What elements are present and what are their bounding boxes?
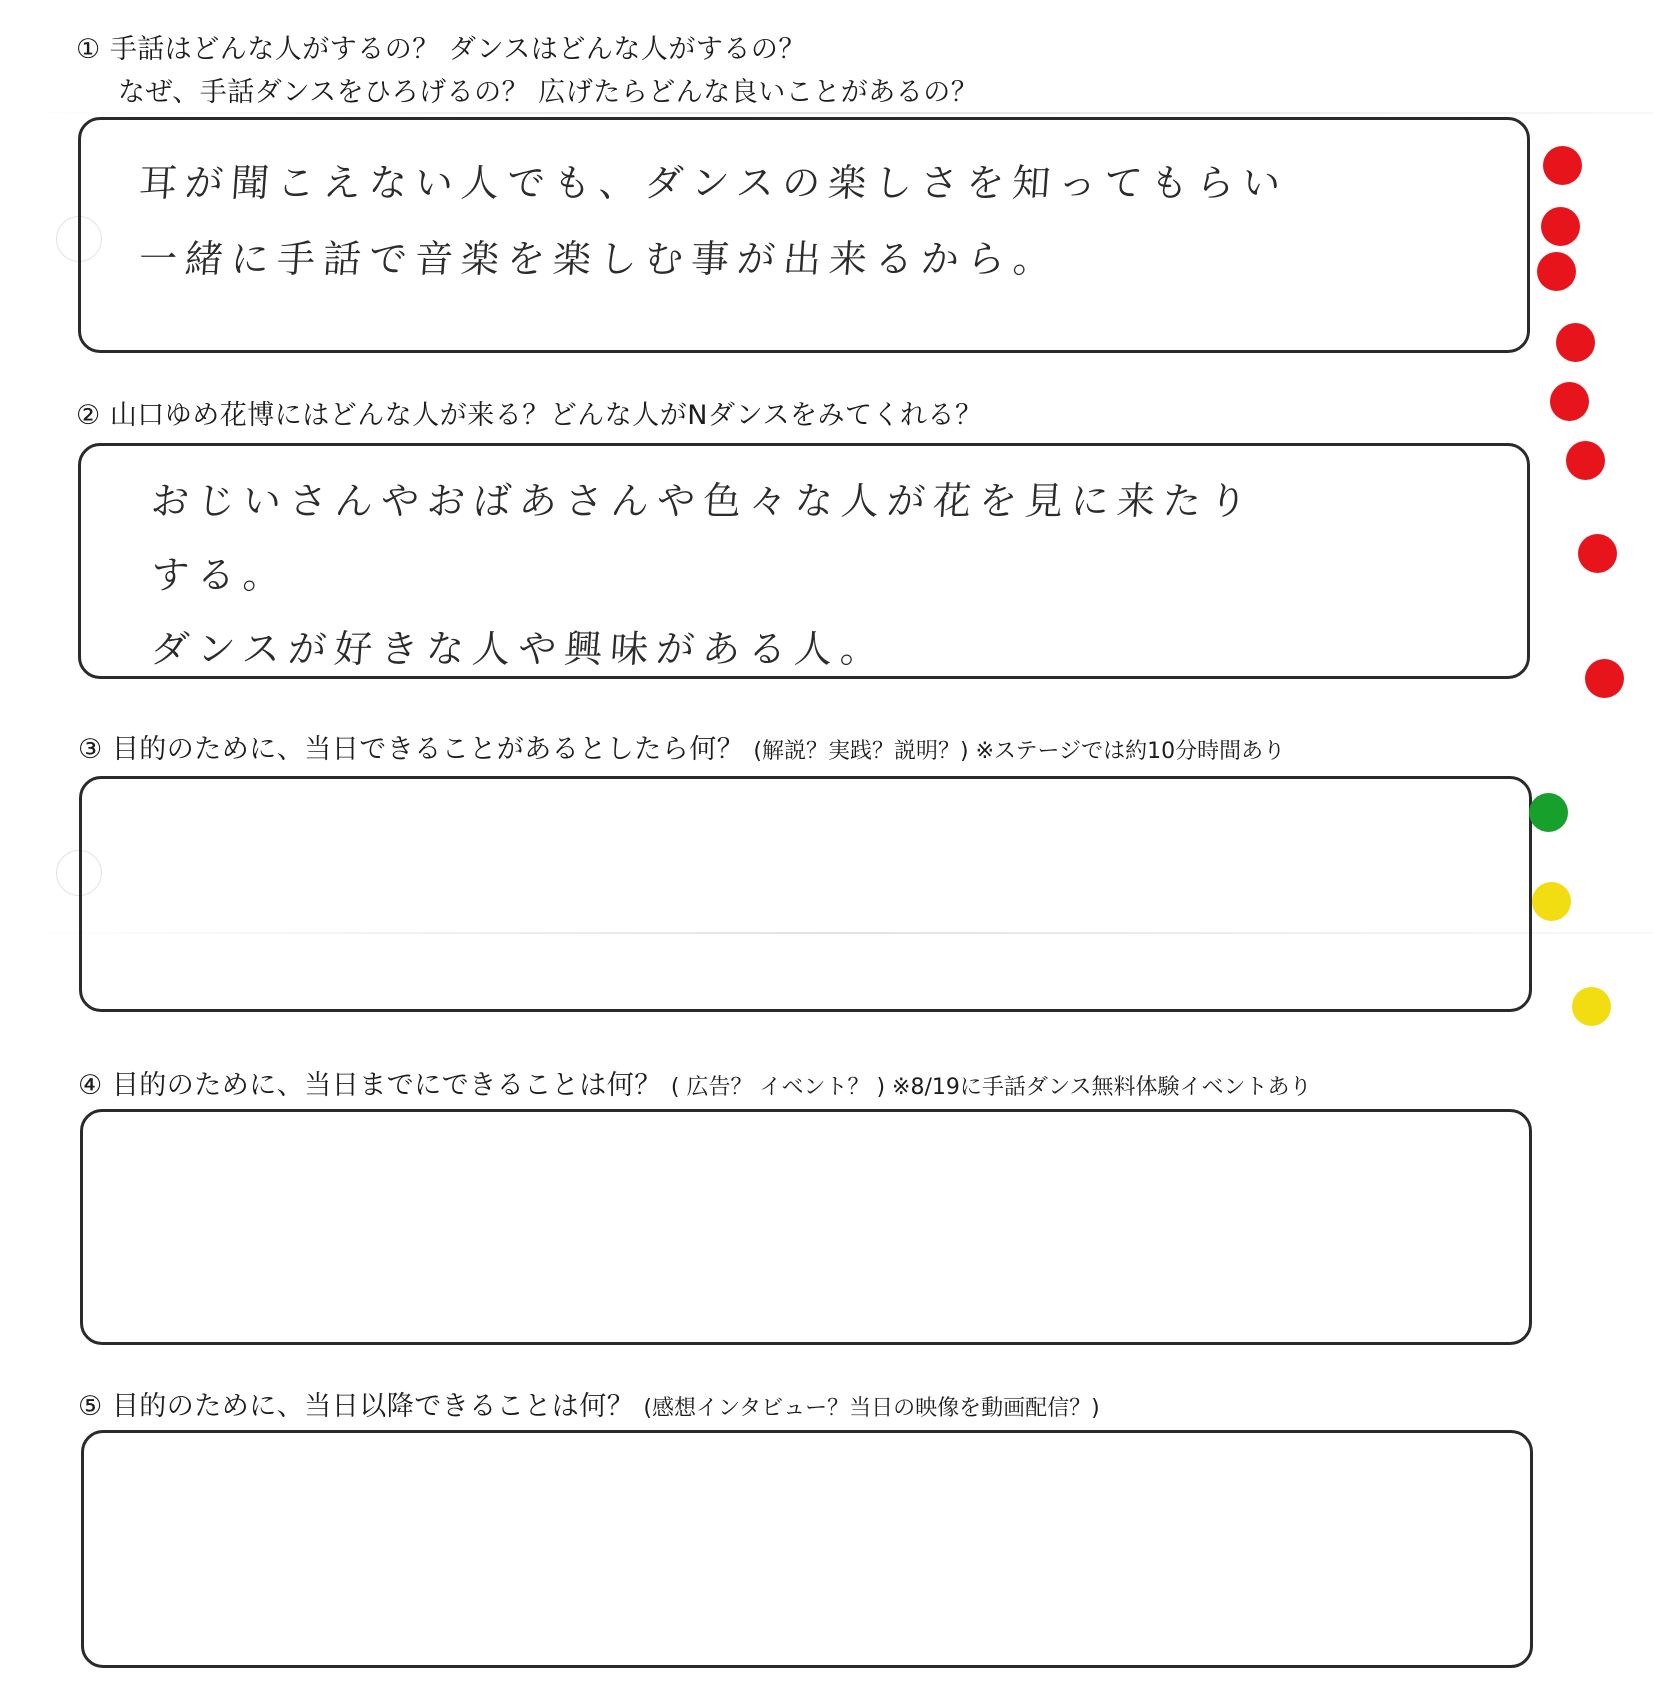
answer-2-line-1: おじいさんやおばあさんや色々な人が花を見に来たり [149, 479, 1257, 523]
question-1-number: ① [76, 34, 101, 65]
answer-box-3[interactable] [79, 776, 1532, 1012]
question-4 [78, 1064, 1311, 1110]
question-4-number: ④ [78, 1070, 103, 1101]
answer-1-line-1: 耳が聞こえない人でも、ダンスの楽しさを知ってもらい [137, 161, 1290, 205]
answer-2-line-2: する。 [149, 553, 291, 597]
question-3-number: ③ [78, 734, 103, 765]
question-5-number: ⑤ [78, 1391, 103, 1422]
red-sticker-dot [1556, 323, 1595, 362]
red-sticker-dot [1541, 207, 1580, 246]
yellow-sticker-dot [1572, 987, 1611, 1026]
question-3-text: 目的のために、当日できることがあるとしたら何？ [111, 734, 745, 765]
question-5 [78, 1385, 1100, 1431]
red-sticker-dot [1550, 382, 1589, 421]
question-1-text-2: なぜ、手話ダンスをひろげるの？ 広げたらどんな良いことがあるの？ [118, 77, 979, 108]
answer-1-line-2: 一緒に手話で音楽を楽しむ事が出来るから。 [137, 237, 1061, 281]
answer-box-4[interactable] [80, 1109, 1532, 1345]
red-sticker-dot [1578, 534, 1617, 573]
question-4-text: 目的のために、当日までにできることは何？ [111, 1070, 662, 1101]
question-4-note: ( 広告？ イベント？ ) ※8/19に手話ダンス無料体験イベントあり [670, 1075, 1312, 1100]
question-2-number: ② [76, 400, 101, 431]
red-sticker-dot [1543, 146, 1582, 185]
red-sticker-dot [1585, 659, 1624, 698]
answer-box-5[interactable] [81, 1430, 1533, 1668]
green-sticker-dot [1529, 793, 1568, 832]
question-3-note: (解説？実践？説明？) ※ステージでは約10分時間あり [753, 739, 1286, 764]
question-3 [78, 728, 1285, 774]
question-1-text: 手話はどんな人がするの？ ダンスはどんな人がするの？ [109, 34, 806, 65]
question-5-text: 目的のために、当日以降できることは何？ [111, 1391, 635, 1422]
question-2 [76, 394, 982, 438]
red-sticker-dot [1537, 252, 1576, 291]
answer-2-line-3: ダンスが好きな人や興味がある人。 [149, 627, 888, 671]
yellow-sticker-dot [1532, 882, 1571, 921]
question-2-text: 山口ゆめ花博にはどんな人が来る？どんな人がNダンスをみてくれる？ [109, 400, 983, 431]
question-1 [76, 28, 806, 72]
red-sticker-dot [1566, 441, 1605, 480]
question-5-note: (感想インタビュー？当日の映像を動画配信？) [643, 1396, 1100, 1421]
answer-box-2[interactable] [78, 443, 1530, 679]
question-1-line2 [118, 71, 978, 115]
answer-box-1[interactable] [78, 117, 1530, 353]
